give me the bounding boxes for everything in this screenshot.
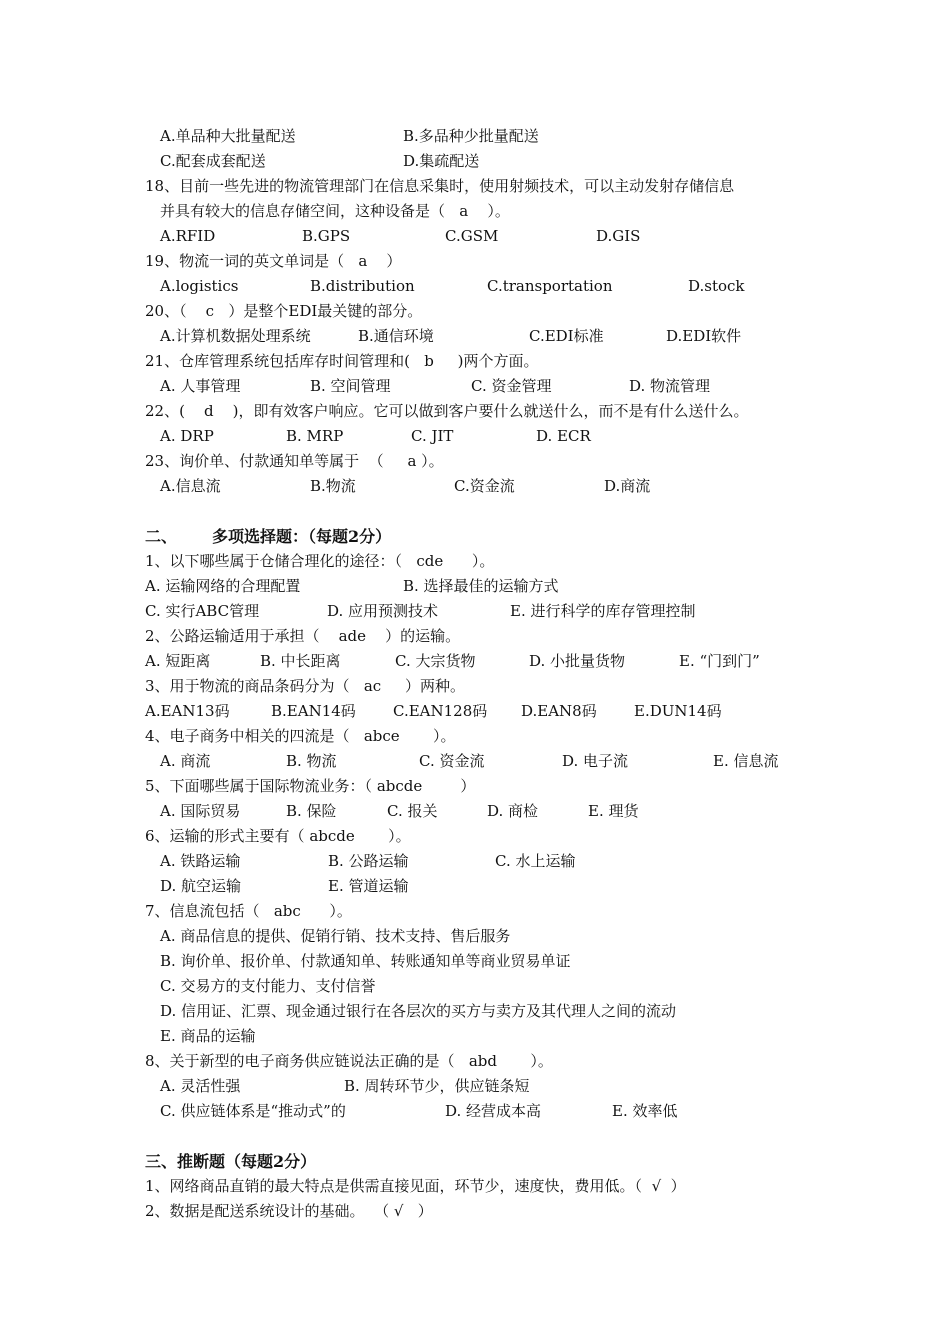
option-text: A. 短距离	[145, 652, 211, 670]
option-text: D. 电子流	[562, 752, 629, 770]
option-text: A. 灵活性强	[160, 1077, 241, 1095]
line-text: 1、网络商品直销的最大特点是供需直接见面，环节少，速度快，费用低。（ √ ）	[145, 1177, 686, 1195]
line-text: 20、（ c ）是整个EDI最关键的部分。	[145, 302, 423, 320]
line-text: 19、物流一词的英文单词是（ a ）	[145, 252, 402, 270]
option-text: C. 水上运输	[495, 852, 576, 870]
option-text: C. 资金管理	[471, 377, 552, 395]
option-text: C.资金流	[454, 477, 515, 495]
line-text: 7、信息流包括（ abc ）。	[145, 902, 352, 920]
option-text: E.DUN14码	[634, 702, 722, 720]
option-text: A.单品种大批量配送	[160, 127, 296, 145]
line-text: 并具有较大的信息存储空间，这种设备是（ a ）。	[160, 202, 510, 220]
option-text: A.RFID	[160, 227, 216, 245]
option-text: D. ECR	[536, 427, 591, 445]
line-text: 三、推断题（每题2分）	[145, 1152, 317, 1171]
line-text: 4、电子商务中相关的四流是（ abce ）。	[145, 727, 456, 745]
line-text: 22、( d )，即有效客户响应。它可以做到客户要什么就送什么，而不是有什么送什么。	[145, 402, 749, 420]
option-text: E. 进行科学的库存管理控制	[510, 602, 696, 620]
option-text: C.EDI标准	[529, 327, 604, 345]
line-text: 23、询价单、付款通知单等属于 （ a ）。	[145, 452, 444, 470]
option-text: 二、	[145, 527, 178, 546]
option-text: C.GSM	[445, 227, 499, 245]
option-text: C. JIT	[411, 427, 454, 445]
option-text: B. 空间管理	[310, 377, 391, 395]
option-text: B. 周转环节少，供应链条短	[344, 1077, 530, 1095]
option-text: E. 信息流	[713, 752, 779, 770]
option-text: D.GIS	[596, 227, 641, 245]
line-text: D. 信用证、汇票、现金通过银行在各层次的买方与卖方及其代理人之间的流动	[160, 1002, 677, 1020]
option-text: D. 经营成本高	[445, 1102, 542, 1120]
option-text: B. 公路运输	[328, 852, 409, 870]
option-text: B. 物流	[286, 752, 337, 770]
option-text: A.计算机数据处理系统	[160, 327, 311, 345]
option-text: C. 实行ABC管理	[145, 602, 260, 620]
option-text: B.通信环境	[358, 327, 434, 345]
option-text: A.信息流	[160, 477, 221, 495]
option-text: D.stock	[688, 277, 745, 295]
option-text: D.EAN8码	[521, 702, 597, 720]
line-text: 8、关于新型的电子商务供应链说法正确的是（ abd ）。	[145, 1052, 553, 1070]
option-text: A. 运输网络的合理配置	[145, 577, 301, 595]
option-text: A. 国际贸易	[160, 802, 241, 820]
option-text: C. 供应链体系是“推动式”的	[160, 1102, 346, 1120]
option-text: A. DRP	[160, 427, 214, 445]
option-text: C.EAN128码	[393, 702, 488, 720]
option-text: B. 选择最佳的运输方式	[403, 577, 559, 595]
option-text: E. 理货	[588, 802, 639, 820]
option-text: B.EAN14码	[271, 702, 356, 720]
option-text: C.配套成套配送	[160, 152, 266, 170]
option-text: E. “门到门”	[679, 652, 760, 670]
line-text: 21、仓库管理系统包括库存时间管理和( b )两个方面。	[145, 352, 539, 370]
option-text: B.GPS	[302, 227, 351, 245]
line-text: 18、目前一些先进的物流管理部门在信息采集时，使用射频技术，可以主动发射存储信息	[145, 177, 735, 195]
line-text: 1、以下哪些属于仓储合理化的途径：（ cde ）。	[145, 552, 495, 570]
option-text: B. MRP	[286, 427, 344, 445]
option-text: D. 航空运输	[160, 877, 242, 895]
option-text: B. 中长距离	[260, 652, 341, 670]
line-text: C. 交易方的支付能力、支付信誉	[160, 977, 376, 995]
option-text: B. 保险	[286, 802, 337, 820]
line-text: 6、运输的形式主要有（ abcde ）。	[145, 827, 411, 845]
option-text: A. 人事管理	[160, 377, 241, 395]
option-text: 多项选择题：（每题2分）	[212, 527, 392, 546]
option-text: A. 商流	[160, 752, 211, 770]
line-text: A. 商品信息的提供、促销行销、技术支持、售后服务	[160, 927, 511, 945]
line-text: 3、用于物流的商品条码分为（ ac ）两种。	[145, 677, 466, 695]
option-text: E. 效率低	[612, 1102, 678, 1120]
option-text: D.集疏配送	[403, 152, 480, 170]
option-text: D.EDI软件	[666, 327, 742, 345]
option-text: B.distribution	[310, 277, 415, 295]
option-text: D. 小批量货物	[529, 652, 626, 670]
option-text: D.商流	[604, 477, 651, 495]
option-text: A.EAN13码	[145, 702, 230, 720]
option-text: D. 物流管理	[629, 377, 711, 395]
option-text: E. 管道运输	[328, 877, 409, 895]
option-text: C. 大宗货物	[395, 652, 476, 670]
option-text: D. 商检	[487, 802, 539, 820]
line-text: 2、公路运输适用于承担（ ade ）的运输。	[145, 627, 461, 645]
option-text: C.transportation	[487, 277, 613, 295]
option-text: B.物流	[310, 477, 356, 495]
line-text: B. 询价单、报价单、付款通知单、转账通知单等商业贸易单证	[160, 952, 571, 970]
line-text: 5、下面哪些属于国际物流业务：（ abcde ）	[145, 777, 476, 795]
option-text: B.多品种少批量配送	[403, 127, 539, 145]
option-text: C. 报关	[387, 802, 438, 820]
option-text: A. 铁路运输	[160, 852, 241, 870]
option-text: D. 应用预测技术	[327, 602, 439, 620]
line-text: E. 商品的运输	[160, 1027, 256, 1045]
option-text: C. 资金流	[419, 752, 485, 770]
line-text: 2、数据是配送系统设计的基础。 （ √ ）	[145, 1202, 433, 1220]
option-text: A.logistics	[160, 277, 239, 295]
